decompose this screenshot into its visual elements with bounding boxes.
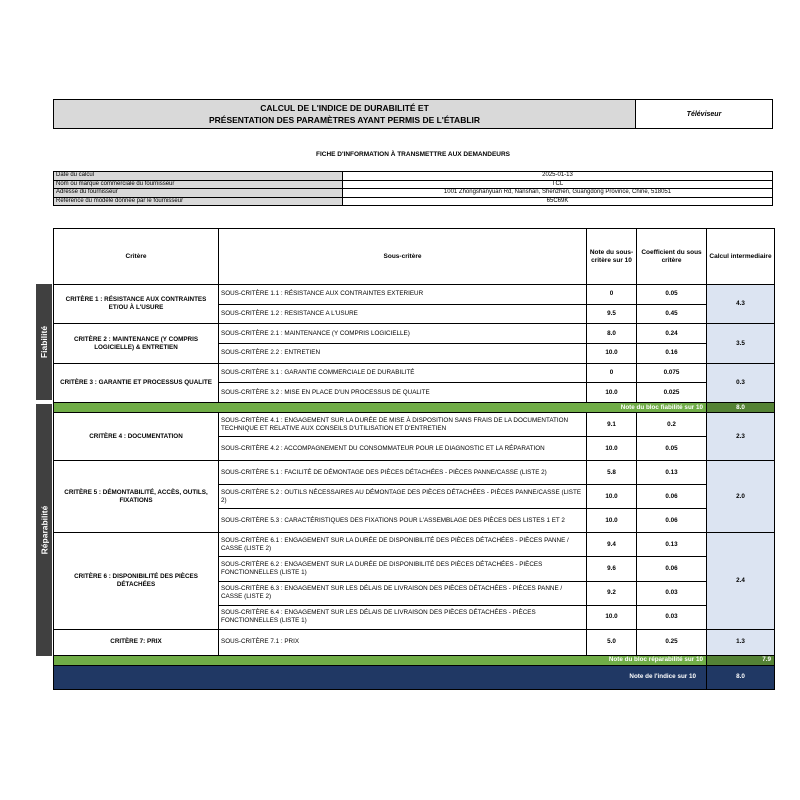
sub-criterion-note: 9.2 xyxy=(587,581,637,605)
fiabilite-bloc-value: 8.0 xyxy=(707,403,775,413)
info-value: 1001 Zhongshanyuan Rd, Nanshan, Shenzhen, Guangdong Province, Chine, 518051 xyxy=(343,189,773,198)
info-label: Nom ou marque commerciale du fournisseur xyxy=(54,180,343,189)
table-row xyxy=(54,461,775,485)
sub-criterion-note: 9.5 xyxy=(587,304,637,324)
sub-criterion-coef: 0.05 xyxy=(637,437,707,461)
table-row xyxy=(54,324,775,344)
sub-criterion-coef: 0.13 xyxy=(637,533,707,557)
table-row xyxy=(54,285,775,305)
sub-criterion-coef: 0.13 xyxy=(637,461,707,485)
criteria-table xyxy=(53,228,775,690)
final-row xyxy=(54,665,775,689)
criterion-calc: 3.5 xyxy=(707,324,775,363)
sub-criterion-label: SOUS-CRITÈRE 4.2 : ACCOMPAGNEMENT DU CONSOMMATEUR POUR LE DIAGNOSTIC ET LA RÉPARATION xyxy=(219,437,587,461)
sub-criterion-label: SOUS-CRITÈRE 2.1 : MAINTENANCE (Y COMPRIS LOGICIELLE) xyxy=(219,324,587,344)
sub-criterion-label: SOUS-CRITÈRE 1.1 : RÉSISTANCE AUX CONTRAINTES EXTERIEUR xyxy=(219,285,587,305)
sub-criterion-label: SOUS-CRITÈRE 6.4 : ENGAGEMENT SUR LES DÉLAIS DE LIVRAISON DES PIÈCES DÉTACHÉES - PIÈCES FONCTIONNELLES (LISTE 1) xyxy=(219,605,587,629)
info-value: TCL xyxy=(343,180,773,189)
sub-criterion-note: 8.0 xyxy=(587,324,637,344)
final-value: 8.0 xyxy=(707,665,775,689)
info-label: Référence du modèle donnée par le fournisseur xyxy=(54,197,343,206)
sub-criterion-coef: 0.075 xyxy=(637,363,707,383)
sub-criterion-label: SOUS-CRITÈRE 6.2 : ENGAGEMENT SUR LA DURÉE DE DISPONIBILITÉ DES PIÈCES DÉTACHÉES - PIÈCES FONCTIONNELLES (LISTE 1) xyxy=(219,557,587,581)
criterion-calc: 2.0 xyxy=(707,461,775,533)
criterion-name: CRITÈRE 2 : MAINTENANCE (Y COMPRIS LOGICIELLE) & ENTRETIEN xyxy=(54,324,219,363)
sub-criterion-coef: 0.24 xyxy=(637,324,707,344)
column-header-sous-critere: Sous-critère xyxy=(219,229,587,285)
column-header-coef: Coefficient du sous critère xyxy=(637,229,707,285)
sub-criterion-label: SOUS-CRITÈRE 5.2 : OUTILS NÉCESSAIRES AU DÉMONTAGE DES PIÈCES DÉTACHÉES - PIÈCES PANNE/CASSE (LISTE 2) xyxy=(219,485,587,509)
info-row-date xyxy=(54,172,773,181)
reparabilite-bloc-label: Note du bloc réparabilité sur 10 xyxy=(54,655,707,665)
info-row-address xyxy=(54,189,773,198)
sub-criterion-note: 9.4 xyxy=(587,533,637,557)
sub-criterion-coef: 0.06 xyxy=(637,557,707,581)
sub-criterion-coef: 0.06 xyxy=(637,485,707,509)
fiabilite-bloc-row xyxy=(54,403,775,413)
column-header-note: Note du sous-critère sur 10 xyxy=(587,229,637,285)
info-label: Adresse du fournisseur xyxy=(54,189,343,198)
final-label: Note de l'indice sur 10 xyxy=(54,665,707,689)
sub-criterion-label: SOUS-CRITÈRE 6.1 : ENGAGEMENT SUR LA DURÉE DE DISPONIBILITÉ DES PIÈCES DÉTACHÉES - PIÈCES PANNE / CASSE (LISTE 2) xyxy=(219,533,587,557)
criterion-calc: 1.3 xyxy=(707,629,775,655)
sub-criterion-note: 5.0 xyxy=(587,629,637,655)
document-title xyxy=(53,99,636,129)
sub-criterion-label: SOUS-CRITÈRE 2.2 : ENTRETIEN xyxy=(219,344,587,364)
sub-criterion-note: 9.6 xyxy=(587,557,637,581)
sub-criterion-label: SOUS-CRITÈRE 7.1 : PRIX xyxy=(219,629,587,655)
sub-criterion-note: 0 xyxy=(587,285,637,305)
criterion-name: CRITÈRE 3 : GARANTIE ET PROCESSUS QUALITE xyxy=(54,363,219,402)
sub-criterion-coef: 0.025 xyxy=(637,383,707,403)
criterion-name: CRITÈRE 4 : DOCUMENTATION xyxy=(54,412,219,460)
sub-criterion-coef: 0.03 xyxy=(637,581,707,605)
title-line-1: CALCUL DE L'INDICE DE DURABILITÉ ET xyxy=(260,103,429,113)
sub-criterion-label: SOUS-CRITÈRE 5.3 : CARACTÉRISTIQUES DES FIXATIONS POUR L'ASSEMBLAGE DES PIÈCES DES LISTES 1 ET 2 xyxy=(219,509,587,533)
table-row xyxy=(54,533,775,557)
sub-criterion-label: SOUS-CRITÈRE 4.1 : ENGAGEMENT SUR LA DURÉE DE MISE À DISPOSITION SANS FRAIS DE LA DOCUMENTATION TECHNIQUE ET RELATIVE AUX CONSEILS D'UTILISATION ET D'ENTRETIEN xyxy=(219,412,587,436)
sub-criterion-coef: 0.05 xyxy=(637,285,707,305)
sub-criterion-coef: 0.06 xyxy=(637,509,707,533)
criterion-calc: 2.4 xyxy=(707,533,775,629)
sub-criterion-note: 10.0 xyxy=(587,485,637,509)
sub-criterion-coef: 0.25 xyxy=(637,629,707,655)
sub-criterion-coef: 0.03 xyxy=(637,605,707,629)
table-header-row xyxy=(54,229,775,285)
product-category: Téléviseur xyxy=(636,99,773,129)
info-label: Date du calcul xyxy=(54,172,343,181)
table-row xyxy=(54,363,775,383)
reparabilite-bloc-value: 7.9 xyxy=(707,655,775,665)
table-row xyxy=(54,412,775,436)
sub-criterion-note: 10.0 xyxy=(587,509,637,533)
reparabilite-side-label: Réparabilité xyxy=(36,404,52,656)
info-value: 2025-01-13 xyxy=(343,172,773,181)
sub-criterion-note: 10.0 xyxy=(587,383,637,403)
fiabilite-bloc-label: Note du bloc fiabilité sur 10 xyxy=(54,403,707,413)
info-table xyxy=(53,171,773,206)
sub-criterion-coef: 0.16 xyxy=(637,344,707,364)
sub-criterion-note: 10.0 xyxy=(587,437,637,461)
info-row-brand xyxy=(54,180,773,189)
sub-criterion-label: SOUS-CRITÈRE 1.2 : RESISTANCE A L'USURE xyxy=(219,304,587,324)
criterion-name: CRITÈRE 1 : RÉSISTANCE AUX CONTRAINTES ET/OU À L'USURE xyxy=(54,285,219,324)
sub-criterion-label: SOUS-CRITÈRE 3.2 : MISE EN PLACE D'UN PROCESSUS DE QUALITE xyxy=(219,383,587,403)
info-value: 65C69K xyxy=(343,197,773,206)
sub-criterion-note: 9.1 xyxy=(587,412,637,436)
fiabilite-side-label: Fiabilité xyxy=(36,284,52,400)
criterion-name: CRITÈRE 6 : DISPONIBILITÉ DES PIÈCES DÉTACHÉES xyxy=(54,533,219,629)
criterion-calc: 4.3 xyxy=(707,285,775,324)
sub-criterion-note: 5.8 xyxy=(587,461,637,485)
sub-criterion-note: 10.0 xyxy=(587,344,637,364)
sub-criterion-note: 10.0 xyxy=(587,605,637,629)
table-row xyxy=(54,629,775,655)
criterion-name: CRITÈRE 7: PRIX xyxy=(54,629,219,655)
fiche-title: FICHE D'INFORMATION À TRANSMETTRE AUX DEMANDEURS xyxy=(315,151,510,158)
sub-criterion-label: SOUS-CRITÈRE 6.3 : ENGAGEMENT SUR LES DÉLAIS DE LIVRAISON DES PIÈCES DÉTACHÉES - PIÈCES PANNE / CASSE (LISTE 2) xyxy=(219,581,587,605)
sub-criterion-note: 0 xyxy=(587,363,637,383)
sub-criterion-coef: 0.2 xyxy=(637,412,707,436)
column-header-calcul: Calcul intermediaire xyxy=(707,229,775,285)
reparabilite-bloc-row xyxy=(54,655,775,665)
sub-criterion-coef: 0.45 xyxy=(637,304,707,324)
sub-criterion-label: SOUS-CRITÈRE 5.1 : FACILITÉ DE DÉMONTAGE DES PIÈCES DÉTACHÉES - PIÈCES PANNE/CASSE (LISTE 2) xyxy=(219,461,587,485)
header xyxy=(53,99,773,129)
title-line-2: PRÉSENTATION DES PARAMÈTRES AYANT PERMIS DE L'ÉTABLIR xyxy=(208,115,481,125)
criterion-calc: 0.3 xyxy=(707,363,775,402)
criterion-name: CRITÈRE 5 : DÉMONTABILITÉ, ACCÈS, OUTILS, FIXATIONS xyxy=(54,461,219,533)
criterion-calc: 2.3 xyxy=(707,412,775,460)
info-row-model xyxy=(54,197,773,206)
column-header-critere: Critère xyxy=(54,229,219,285)
sub-criterion-label: SOUS-CRITÈRE 3.1 : GARANTIE COMMERCIALE DE DURABILITÉ xyxy=(219,363,587,383)
